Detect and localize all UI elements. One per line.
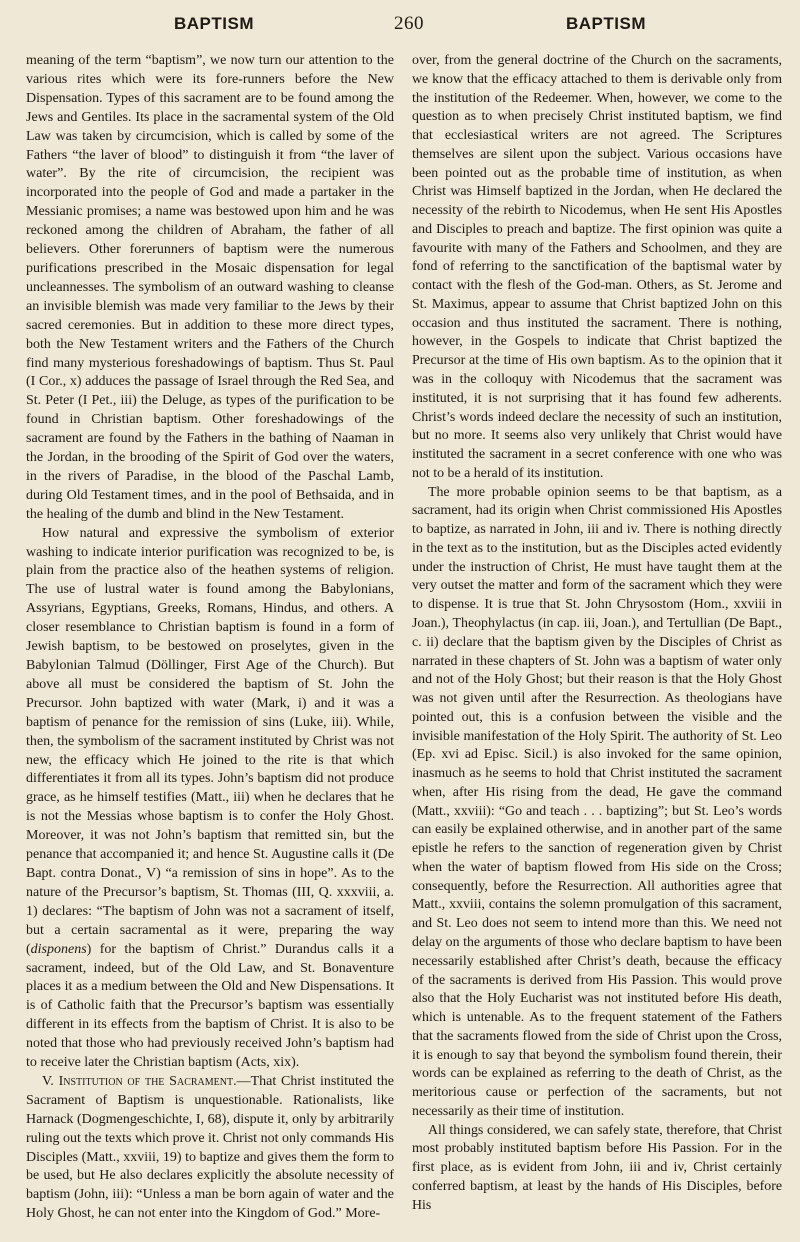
paragraph	[26, 525, 394, 1073]
page-number: 260	[394, 13, 424, 34]
running-title-left: BAPTISM	[174, 14, 254, 33]
running-title-right: BAPTISM	[566, 14, 646, 33]
right-column	[412, 52, 782, 1215]
paragraph: over, from the general doctrine of the Church on the sacraments, we know that the efficacy attached to them is derivable only from the institution of the Redeemer. When, however, we come to the question as to when precisely Christ instituted baptism, we find that ecclesiastical writers are not agreed. The Scriptures themselves are silent upon the subject. Various occasions have been pointed out as the probable time of institution, as when Christ was Himself baptized in the Jordan, when He declared the necessity of the rebirth to Nicodemus, when He sent His Apostles and Disciples to preach and baptize. The first opinion was quite a favourite with many of the Fathers and Schoolmen, and they are fond of referring to the sanctification of the baptismal water by contact with the flesh of the God-man. Others, as St. Jerome and St. Maximus, appear to assume that Christ baptized John on this occasion and thus instituted the sacrament. There is nothing, however, in the Gospels to indicate that Christ baptized the Precursor at the time of His own baptism. As to the opinion that it was in the colloquy with Nicodemus that the sacrament was instituted, it is not surprising that it has found few adherents. Christ’s words indeed declare the necessity of such an institution, but no more. It seems also very unlikely that Christ would have instituted the sacrament in a secret conference with one who was not to be a herald of its institution.	[412, 53, 782, 481]
paragraph: The more probable opinion seems to be that baptism, as a sacrament, had its origin when Christ commissioned His Apostles to baptize, as narrated in John, iii and iv. There is nothing directly in the text as to the institution, but as the Disciples acted evidently under the instruction of Christ, He must have taught them at the very outset the matter and form of the sacrament which they were to dispense. It is true that St. John Chrysostom (Hom., xxviii in Joan.), Theophylactus (in cap. iii, Joan.), and Tertullian (De Bapt., c. ii) declare that the baptism given by the Disciples of Christ as narrated in these chapters of St. John was a baptism of water only and not of the Holy Ghost; but their reason is that the Holy Ghost was not given until after the Resurrection. As theologians have pointed out, this is a confusion between the visible and the invisible manifestation of the Holy Spirit. The authority of St. Leo (Ep. xvi ad Episc. Sicil.) is also invoked for the same opinion, inasmuch as he seems to hold that Christ instituted the sacrament when, after His rising from the dead, He gave the command (Matt., xxviii): “Go and teach . . . baptizing”; but St. Leo’s words can easily be explained otherwise, and in another part of the same epistle he refers to the sanction of regeneration given by Christ when the water of baptism flowed from His side on the Cross; consequently, before the Resurrection. All authorities agree that Matt., xxviii, contains the solemn promulgation of this sacrament, and St. Leo does not seem to intend more than this. We need not delay on the arguments of those who declare baptism to have been necessarily established after Christ’s death, because the efficacy of the sacraments is derived from His Passion. This would prove also that the Holy Eucharist was not instituted before His death, which is untenable. As to the frequent statement of the Fathers that the sacraments flowed from the side of Christ upon the Cross, it is enough to say that beyond the symbolism found therein, their words can be explained as referring to the death of Christ, as the meritorious cause or perfection of the sacraments, but not necessarily as their time of institution.	[412, 484, 782, 1119]
paragraph: All things considered, we can safely state, therefore, that Christ most probably instituted baptism before His Passion. For in the first place, as is evident from John, iii and iv, Christ certainly conferred baptism, at least by the hands of His Disciples, before His	[412, 1122, 782, 1213]
left-column	[26, 52, 394, 1224]
paragraph: meaning of the term “baptism”, we now turn our attention to the various rites which were its fore-runners before the New Dispensation. Types of this sacrament are to be found among the Jews and Gentiles. Its place in the sacramental system of the Old Law was taken by circumcision, which is called by some of the Fathers “the laver of blood” to distinguish it from “the laver of water”. By the rite of circumcision, the recipient was incorporated into the people of God and made a partaker in the Messianic promises; a name was bestowed upon him and he was reckoned among the children of Abraham, the father of all believers. Other forerunners of baptism were the numerous purifications prescribed in the Mosaic dispensation for legal uncleannesses. The symbolism of an outward washing to cleanse an invisible blemish was made very familiar to the Jews by their sacred ceremonies. But in addition to these more direct types, both the New Testament writers and the Fathers of the Church find many mysterious foreshadowings of baptism. Thus St. Paul (I Cor., x) adduces the passage of Israel through the Red Sea, and St. Peter (I Pet., iii) the Deluge, as types of the purification to be found in Christian baptism. Other foreshadowings of the sacrament are found by the Fathers in the bathing of Naaman in the Jordan, in the brooding of the Spirit of God over the waters, in the rivers of Paradise, in the blood of the Paschal Lamb, during Old Testament times, and in the pool of Bethsaida, and in the healing of the dumb and blind in the New Testament.	[26, 53, 394, 522]
paragraph	[26, 1073, 394, 1224]
page-header	[0, 14, 800, 42]
paragraph-text: ) for the baptism of Christ.” Durandus calls it a sacrament, indeed, but of the Old Law, and St. Bonaventure places it as a medium between the Old and New Dispensations. It is of Catholic faith that the Precursor’s baptism was essentially different in its effects from the baptism of Christ. It is also to be noted that those who had previously received John’s baptism had to receive later the Christian baptism (Acts, xix).	[26, 941, 394, 1071]
paragraph-text: How natural and expressive the symbolism of exterior washing to indicate interior purification was recognized to be, is plain from the practice also of the heathen systems of religion. The use of lustral water is found among the Babylonians, Assyrians, Egyptians, Greeks, Romans, Hindus, and others. A closer resemblance to Christian baptism is found in a form of Jewish baptism, to be bestowed on proselytes, given in the Babylonian Talmud (Döllinger, First Age of the Church). But above all must be considered the baptism of St. John the Precursor. John baptized with water (Mark, i) and it was a baptism of penance for the remission of sins (Luke, iii). While, then, the symbolism of the sacrament instituted by Christ was not new, the efficacy which He joined to the rite is that which differentiates it from all its types. John’s baptism did not produce grace, as he himself testifies (Matt., iii) when he declares that he is not the Messias whose baptism is to confer the Holy Ghost. Moreover, it was not John’s baptism that remitted sin, but the penance that accompanied it; and hence St. Augustine calls it (De Bapt. contra Donat., V) “a remission of sins in hope”. As to the nature of the Precursor’s baptism, St. Thomas (III, Q. xxxviii, a. 1) declares: “The baptism of John was not a sacrament of itself, but a certain sacramental as it were, preparing the way (	[26, 525, 394, 957]
paragraph-text: —That Christ instituted the Sacrament of Baptism is unquestionable. Rationalists, like Harnack (Dogmengeschichte, I, 68), dispute it, only by arbitrarily ruling out the texts which prove it. Christ not only commands His Disciples (Matt., xxviii, 19) to baptize and gives them the form to be used, but He also declares explicitly the absolute necessity of baptism (John, iii): “Unless a man be born again of water and the Holy Ghost, he can not enter into the Kingdom of God.” More-	[26, 1073, 394, 1222]
italic-term: disponens	[30, 941, 87, 957]
section-heading: V. Institution of the Sacrament.	[42, 1073, 237, 1089]
